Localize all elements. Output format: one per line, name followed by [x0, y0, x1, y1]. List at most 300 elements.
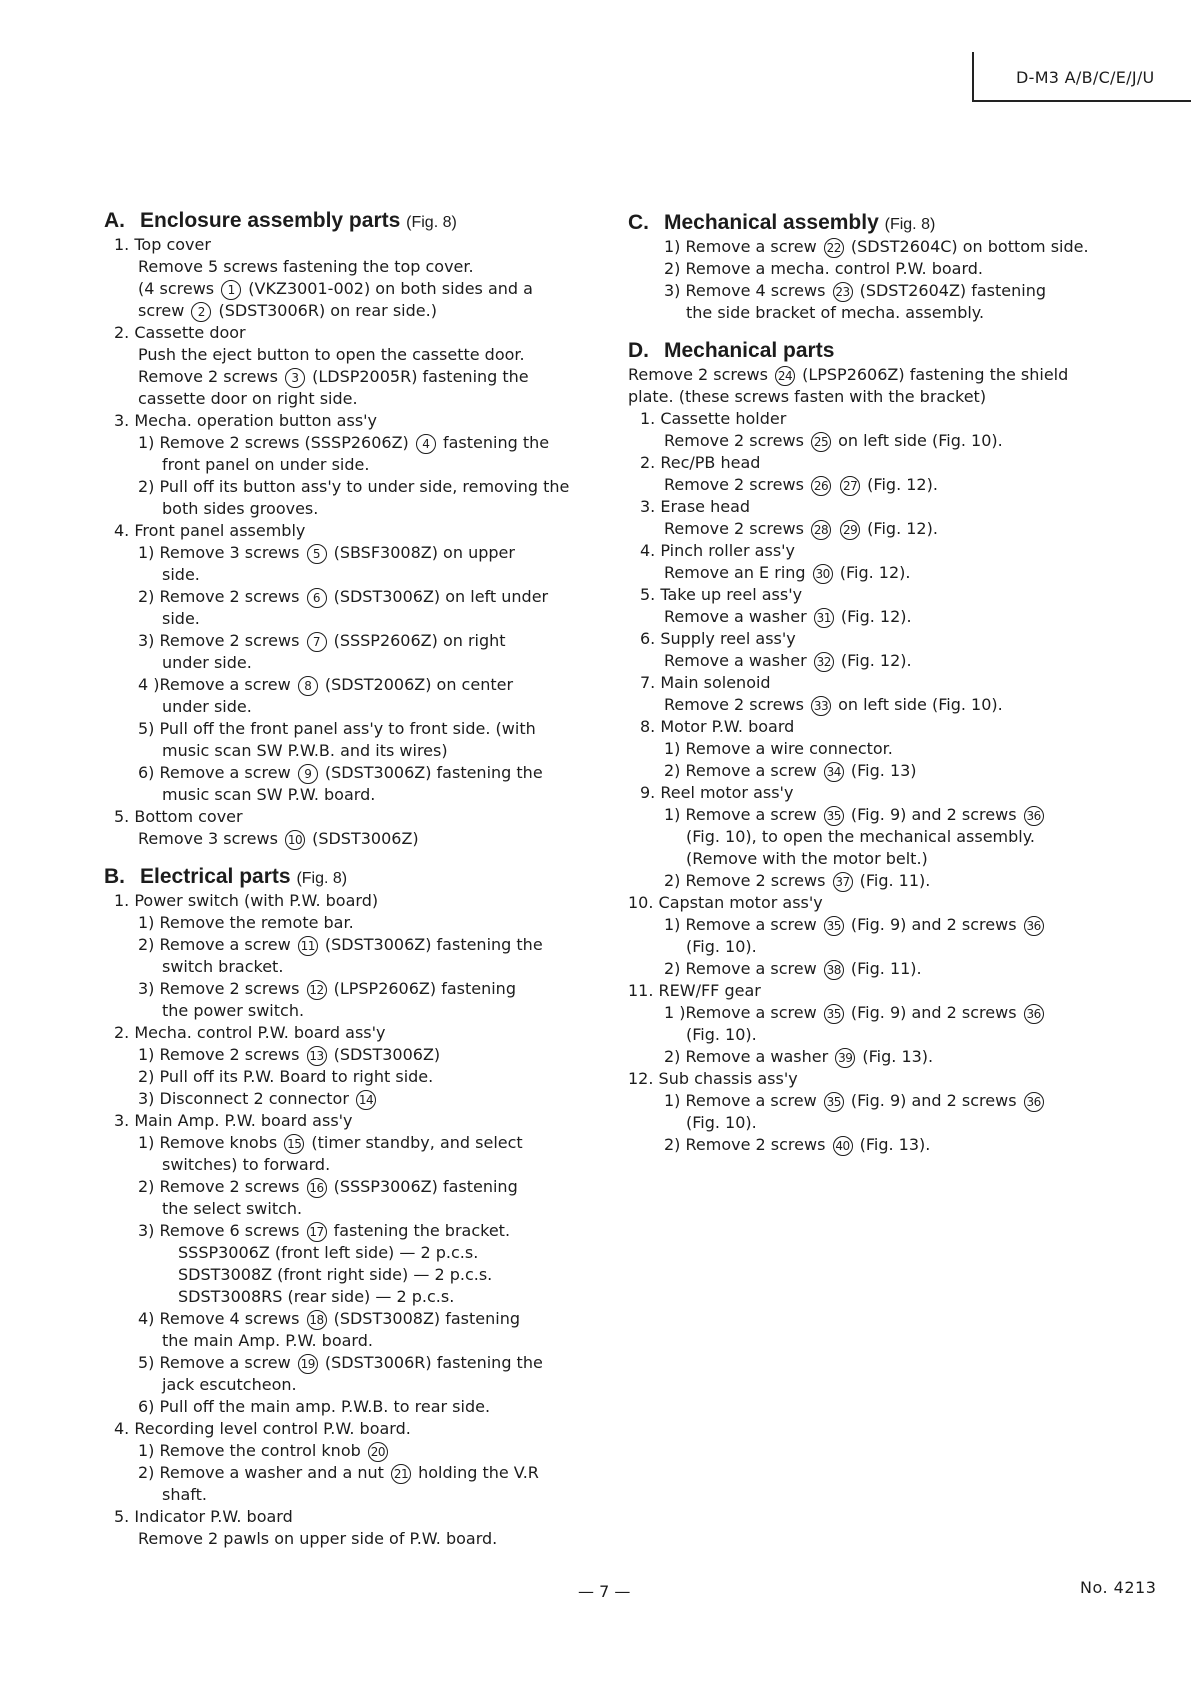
- instruction-line: [104, 410, 582, 432]
- line-text: 1. Power switch (with P.W. board): [114, 891, 379, 910]
- line-text: 7. Main solenoid: [640, 673, 771, 692]
- instruction-line: [104, 388, 582, 410]
- line-text: Remove 3 screws: [138, 829, 283, 848]
- line-text: 2. Cassette door: [114, 323, 246, 342]
- left-column: [104, 208, 582, 1550]
- instruction-line: [628, 914, 1114, 936]
- instruction-line: [104, 278, 582, 300]
- line-text: (SSSP3006Z) fastening: [328, 1177, 518, 1196]
- line-text: 1) Remove 2 screws: [138, 1045, 305, 1064]
- line-text: [833, 519, 838, 538]
- line-text: screw: [138, 301, 190, 320]
- instruction-line: [104, 1330, 582, 1352]
- line-text: 1) Remove the control knob: [138, 1441, 366, 1460]
- line-text: (Fig. 11).: [854, 871, 931, 890]
- instruction-line: [104, 1044, 582, 1066]
- part-callout-number: 16: [307, 1178, 327, 1198]
- instruction-line: [628, 1046, 1114, 1068]
- part-callout-number: 40: [833, 1136, 853, 1156]
- line-text: [833, 475, 838, 494]
- instruction-line: [628, 716, 1114, 738]
- line-text: (Fig. 10).: [686, 937, 757, 956]
- part-callout-number: 9: [298, 764, 318, 784]
- instruction-line: [104, 912, 582, 934]
- instruction-line: [628, 1090, 1114, 1112]
- instruction-line: [104, 1484, 582, 1506]
- line-text: 2) Remove a screw: [138, 935, 296, 954]
- instruction-line: [628, 650, 1114, 672]
- line-text: plate. (these screws fasten with the bracket): [628, 387, 987, 406]
- line-text: 5) Pull off the front panel ass'y to front side. (with: [138, 719, 536, 738]
- line-text: (Fig. 9) and 2 screws: [845, 1003, 1022, 1022]
- line-text: (timer standby, and select: [306, 1133, 523, 1152]
- page-number: — 7 —: [578, 1582, 631, 1601]
- line-text: 2) Remove 2 screws: [664, 871, 831, 890]
- instruction-line: [628, 848, 1114, 870]
- instruction-line: [104, 1352, 582, 1374]
- line-text: Remove 2 screws: [664, 519, 809, 538]
- instruction-line: [628, 280, 1114, 302]
- instruction-line: [104, 1264, 582, 1286]
- line-text: both sides grooves.: [162, 499, 319, 518]
- part-callout-number: 7: [307, 632, 327, 652]
- part-callout-number: 32: [814, 652, 834, 672]
- instruction-line: [104, 740, 582, 762]
- instruction-line: [104, 234, 582, 256]
- instruction-line: [104, 586, 582, 608]
- line-text: 3) Disconnect 2 connector: [138, 1089, 354, 1108]
- instruction-line: [628, 1134, 1114, 1156]
- line-text: 2) Remove a screw: [664, 959, 822, 978]
- section-letter: D.: [628, 339, 649, 362]
- instruction-line: [628, 870, 1114, 892]
- instruction-line: [104, 344, 582, 366]
- instruction-line: [104, 1154, 582, 1176]
- line-text: 6. Supply reel ass'y: [640, 629, 796, 648]
- instruction-line: [104, 1440, 582, 1462]
- instruction-line: [104, 1198, 582, 1220]
- instruction-line: [104, 890, 582, 912]
- instruction-line: [628, 892, 1114, 914]
- instruction-line: [104, 432, 582, 454]
- instruction-line: [104, 300, 582, 322]
- line-text: Remove 2 screws: [664, 431, 809, 450]
- line-text: (Fig. 13).: [857, 1047, 934, 1066]
- section-title: Electrical parts: [140, 865, 291, 888]
- instruction-line: [628, 1024, 1114, 1046]
- part-callout-number: 5: [307, 544, 327, 564]
- instruction-line: [628, 386, 1114, 408]
- line-text: (SDST3006Z) fastening the: [319, 763, 543, 782]
- line-text: the main Amp. P.W. board.: [162, 1331, 373, 1350]
- line-text: 11. REW/FF gear: [628, 981, 761, 1000]
- instruction-line: [628, 606, 1114, 628]
- line-text: (Fig. 9) and 2 screws: [845, 915, 1022, 934]
- line-text: on left side (Fig. 10).: [833, 431, 1003, 450]
- section-letter: C.: [628, 211, 649, 234]
- line-text: Remove 2 screws: [664, 695, 809, 714]
- line-text: 1) Remove the remote bar.: [138, 913, 354, 932]
- line-text: (Remove with the motor belt.): [686, 849, 928, 868]
- instruction-line: [104, 674, 582, 696]
- part-callout-number: 21: [391, 1464, 411, 1484]
- part-callout-number: 36: [1024, 806, 1044, 826]
- instruction-line: [628, 258, 1114, 280]
- instruction-line: [628, 804, 1114, 826]
- instruction-line: [628, 496, 1114, 518]
- line-text: holding the V.R: [413, 1463, 539, 1482]
- line-text: (VKZ3001-002) on both sides and a: [243, 279, 533, 298]
- part-callout-number: 30: [813, 564, 833, 584]
- part-callout-number: 2: [191, 302, 211, 322]
- part-callout-number: 31: [814, 608, 834, 628]
- instruction-line: [104, 1462, 582, 1484]
- instruction-line: [104, 1066, 582, 1088]
- part-callout-number: 20: [368, 1442, 388, 1462]
- part-callout-number: 12: [307, 980, 327, 1000]
- line-text: cassette door on right side.: [138, 389, 358, 408]
- line-text: fastening the bracket.: [328, 1221, 511, 1240]
- line-text: 10. Capstan motor ass'y: [628, 893, 823, 912]
- line-text: 1. Top cover: [114, 235, 211, 254]
- part-callout-number: 19: [298, 1354, 318, 1374]
- instruction-line: [104, 934, 582, 956]
- line-text: 2. Rec/PB head: [640, 453, 761, 472]
- instruction-line: [104, 1374, 582, 1396]
- line-text: 5. Indicator P.W. board: [114, 1507, 293, 1526]
- line-text: 2) Remove a washer and a nut: [138, 1463, 390, 1482]
- document-number: No. 4213: [1080, 1578, 1157, 1597]
- line-text: 5. Bottom cover: [114, 807, 243, 826]
- instruction-line: [104, 630, 582, 652]
- instruction-line: [104, 1396, 582, 1418]
- part-callout-number: 28: [811, 520, 831, 540]
- line-text: side.: [162, 609, 200, 628]
- line-text: (Fig. 13).: [854, 1135, 931, 1154]
- line-text: 2) Remove 2 screws: [138, 587, 305, 606]
- instruction-line: [104, 542, 582, 564]
- line-text: SSSP3006Z (front left side) — 2 p.c.s.: [178, 1243, 479, 1262]
- instruction-line: [104, 564, 582, 586]
- part-callout-number: 11: [298, 936, 318, 956]
- instruction-line: [104, 322, 582, 344]
- line-text: Push the eject button to open the cassette door.: [138, 345, 525, 364]
- part-callout-number: 26: [811, 476, 831, 496]
- line-text: (Fig. 10).: [686, 1113, 757, 1132]
- line-text: (Fig. 11).: [845, 959, 922, 978]
- instruction-line: [104, 608, 582, 630]
- part-callout-number: 14: [356, 1090, 376, 1110]
- line-text: 3. Mecha. operation button ass'y: [114, 411, 378, 430]
- instruction-line: [628, 408, 1114, 430]
- line-text: (SDST2604Z) fastening: [854, 281, 1047, 300]
- part-callout-number: 34: [824, 762, 844, 782]
- instruction-line: [628, 694, 1114, 716]
- line-text: switches) to forward.: [162, 1155, 331, 1174]
- line-text: 5) Remove a screw: [138, 1353, 296, 1372]
- line-text: 3. Main Amp. P.W. board ass'y: [114, 1111, 353, 1130]
- instruction-line: [628, 628, 1114, 650]
- line-text: 4 )Remove a screw: [138, 675, 296, 694]
- line-text: 2) Remove 2 screws: [664, 1135, 831, 1154]
- line-text: front panel on under side.: [162, 455, 370, 474]
- instruction-line: [104, 498, 582, 520]
- line-text: (SDST3006R) fastening the: [319, 1353, 543, 1372]
- instruction-line: [104, 1176, 582, 1198]
- instruction-line: [104, 806, 582, 828]
- part-callout-number: 6: [307, 588, 327, 608]
- instruction-line: [104, 1242, 582, 1264]
- instruction-line: [104, 520, 582, 542]
- part-callout-number: 3: [285, 368, 305, 388]
- line-text: 12. Sub chassis ass'y: [628, 1069, 798, 1088]
- instruction-line: [104, 1088, 582, 1110]
- line-text: 1) Remove knobs: [138, 1133, 283, 1152]
- instruction-line: [104, 1308, 582, 1330]
- part-callout-number: 35: [824, 916, 844, 936]
- part-callout-number: 10: [285, 830, 305, 850]
- line-text: 2) Remove a mecha. control P.W. board.: [664, 259, 983, 278]
- line-text: music scan SW P.W.B. and its wires): [162, 741, 448, 760]
- line-text: (4 screws: [138, 279, 220, 298]
- line-text: 1) Remove a screw: [664, 805, 822, 824]
- model-number: D-M3 A/B/C/E/J/U: [1016, 68, 1155, 87]
- part-callout-number: 8: [298, 676, 318, 696]
- instruction-line: [628, 672, 1114, 694]
- instruction-line: [104, 1286, 582, 1308]
- part-callout-number: 36: [1024, 916, 1044, 936]
- line-text: (Fig. 10).: [686, 1025, 757, 1044]
- line-text: SDST3008RS (rear side) — 2 p.c.s.: [178, 1287, 455, 1306]
- line-text: (SDST2006Z) on center: [319, 675, 514, 694]
- line-text: music scan SW P.W. board.: [162, 785, 376, 804]
- line-text: 6) Remove a screw: [138, 763, 296, 782]
- section-figure-ref: (Fig. 8): [406, 214, 457, 231]
- section-figure-ref: (Fig. 8): [296, 870, 348, 887]
- line-text: Remove 2 screws: [138, 367, 283, 386]
- part-callout-number: 37: [833, 872, 853, 892]
- line-text: Remove an E ring: [664, 563, 811, 582]
- instruction-line: [628, 430, 1114, 452]
- line-text: Remove 2 screws: [664, 475, 809, 494]
- line-text: 4) Remove 4 screws: [138, 1309, 305, 1328]
- part-callout-number: 35: [824, 1004, 844, 1024]
- part-callout-number: 35: [824, 1092, 844, 1112]
- instruction-line: [628, 936, 1114, 958]
- instruction-line: [628, 1112, 1114, 1134]
- instruction-line: [104, 454, 582, 476]
- instruction-line: [628, 540, 1114, 562]
- part-callout-number: 17: [307, 1222, 327, 1242]
- instruction-line: [628, 452, 1114, 474]
- line-text: (Fig. 12).: [835, 607, 912, 626]
- line-text: 8. Motor P.W. board: [640, 717, 795, 736]
- line-text: 2) Remove 2 screws: [138, 1177, 305, 1196]
- line-text: 1) Remove 3 screws: [138, 543, 305, 562]
- part-callout-number: 39: [835, 1048, 855, 1068]
- line-text: 1) Remove a screw: [664, 237, 822, 256]
- part-callout-number: 35: [824, 806, 844, 826]
- line-text: 3) Remove 2 screws: [138, 979, 305, 998]
- line-text: 3. Erase head: [640, 497, 751, 516]
- instruction-line: [628, 958, 1114, 980]
- line-text: (LDSP2005R) fastening the: [307, 367, 529, 386]
- line-text: 2. Mecha. control P.W. board ass'y: [114, 1023, 386, 1042]
- line-text: (Fig. 10), to open the mechanical assembly.: [686, 827, 1036, 846]
- instruction-line: [104, 784, 582, 806]
- instruction-line: [104, 1528, 582, 1550]
- line-text: (SDST3006Z) on left under: [328, 587, 549, 606]
- part-callout-number: 25: [811, 432, 831, 452]
- line-text: 3) Remove 6 screws: [138, 1221, 305, 1240]
- line-text: 1) Remove a screw: [664, 915, 822, 934]
- instruction-line: [104, 1110, 582, 1132]
- line-text: (Fig. 12).: [862, 475, 938, 494]
- instruction-line: [628, 562, 1114, 584]
- part-callout-number: 36: [1024, 1004, 1044, 1024]
- line-text: 2) Pull off its button ass'y to under side, removing the: [138, 477, 570, 496]
- instruction-line: [104, 1132, 582, 1154]
- instruction-line: [104, 1418, 582, 1440]
- part-callout-number: 13: [307, 1046, 327, 1066]
- instruction-line: [104, 978, 582, 1000]
- line-text: (SDST3008Z) fastening: [328, 1309, 521, 1328]
- section-heading: [628, 210, 1114, 236]
- right-column: [628, 210, 1114, 1156]
- line-text: 4. Pinch roller ass'y: [640, 541, 796, 560]
- line-text: (Fig. 9) and 2 screws: [845, 805, 1022, 824]
- instruction-line: [628, 738, 1114, 760]
- section-heading: [104, 208, 582, 234]
- part-callout-number: 24: [775, 366, 795, 386]
- part-callout-number: 33: [811, 696, 831, 716]
- instruction-line: [628, 1068, 1114, 1090]
- section-heading: [104, 864, 582, 890]
- line-text: 2) Pull off its P.W. Board to right side.: [138, 1067, 434, 1086]
- part-callout-number: 36: [1024, 1092, 1044, 1112]
- instruction-line: [104, 256, 582, 278]
- section-heading: [628, 338, 1114, 364]
- instruction-line: [628, 236, 1114, 258]
- line-text: (Fig. 12).: [834, 563, 911, 582]
- line-text: under side.: [162, 653, 252, 672]
- line-text: SDST3008Z (front right side) — 2 p.c.s.: [178, 1265, 493, 1284]
- instruction-line: [104, 652, 582, 674]
- line-text: Remove 5 screws fastening the top cover.: [138, 257, 474, 276]
- part-callout-number: 38: [824, 960, 844, 980]
- instruction-line: [628, 518, 1114, 540]
- line-text: 1. Cassette holder: [640, 409, 787, 428]
- section-letter: B.: [104, 865, 125, 888]
- part-callout-number: 15: [284, 1134, 304, 1154]
- line-text: the power switch.: [162, 1001, 305, 1020]
- line-text: side.: [162, 565, 200, 584]
- line-text: (LPSP2606Z) fastening the shield: [797, 365, 1069, 384]
- line-text: jack escutcheon.: [162, 1375, 297, 1394]
- part-callout-number: 23: [833, 282, 853, 302]
- instruction-line: [104, 762, 582, 784]
- line-text: 4. Recording level control P.W. board.: [114, 1419, 411, 1438]
- instruction-line: [628, 474, 1114, 496]
- instruction-line: [628, 760, 1114, 782]
- line-text: 2) Remove a screw: [664, 761, 822, 780]
- instruction-line: [104, 696, 582, 718]
- line-text: (SDST3006Z): [307, 829, 419, 848]
- line-text: Remove a washer: [664, 607, 812, 626]
- line-text: (Fig. 12).: [862, 519, 938, 538]
- line-text: (SDST3006R) on rear side.): [213, 301, 437, 320]
- line-text: 1) Remove a screw: [664, 1091, 822, 1110]
- part-callout-number: 27: [840, 476, 860, 496]
- part-callout-number: 29: [840, 520, 860, 540]
- line-text: (Fig. 13): [845, 761, 917, 780]
- line-text: Remove 2 pawls on upper side of P.W. board.: [138, 1529, 498, 1548]
- line-text: 9. Reel motor ass'y: [640, 783, 794, 802]
- line-text: 1 )Remove a screw: [664, 1003, 822, 1022]
- line-text: 3) Remove 2 screws: [138, 631, 305, 650]
- instruction-line: [104, 956, 582, 978]
- section-figure-ref: (Fig. 8): [884, 216, 936, 233]
- line-text: (Fig. 12).: [835, 651, 912, 670]
- line-text: (SBSF3008Z) on upper: [328, 543, 515, 562]
- section-letter: A.: [104, 209, 125, 232]
- line-text: switch bracket.: [162, 957, 284, 976]
- section-title: Mechanical parts: [664, 339, 835, 362]
- line-text: on left side (Fig. 10).: [833, 695, 1003, 714]
- line-text: 1) Remove 2 screws (SSSP2606Z): [138, 433, 414, 452]
- line-text: the side bracket of mecha. assembly.: [686, 303, 985, 322]
- line-text: 3) Remove 4 screws: [664, 281, 831, 300]
- line-text: (SDST3006Z): [328, 1045, 441, 1064]
- line-text: Remove a washer: [664, 651, 812, 670]
- line-text: 1) Remove a wire connector.: [664, 739, 893, 758]
- instruction-line: [628, 826, 1114, 848]
- line-text: (SSSP2606Z) on right: [328, 631, 506, 650]
- instruction-line: [104, 1022, 582, 1044]
- part-callout-number: 4: [416, 434, 436, 454]
- part-callout-number: 22: [824, 238, 844, 258]
- section-title: Enclosure assembly parts: [140, 209, 401, 232]
- instruction-line: [104, 1506, 582, 1528]
- line-text: (Fig. 9) and 2 screws: [845, 1091, 1022, 1110]
- part-callout-number: 18: [307, 1310, 327, 1330]
- instruction-line: [104, 828, 582, 850]
- instruction-line: [628, 1002, 1114, 1024]
- part-callout-number: 1: [221, 280, 241, 300]
- instruction-line: [628, 364, 1114, 386]
- instruction-line: [104, 366, 582, 388]
- section-title: Mechanical assembly: [664, 211, 879, 234]
- line-text: Remove 2 screws: [628, 365, 773, 384]
- line-text: (LPSP2606Z) fastening: [328, 979, 516, 998]
- line-text: (SDST2604C) on bottom side.: [845, 237, 1089, 256]
- instruction-line: [628, 584, 1114, 606]
- instruction-line: [628, 980, 1114, 1002]
- instruction-line: [104, 1000, 582, 1022]
- instruction-line: [104, 718, 582, 740]
- line-text: shaft.: [162, 1485, 207, 1504]
- instruction-line: [628, 302, 1114, 324]
- line-text: 4. Front panel assembly: [114, 521, 306, 540]
- line-text: fastening the: [437, 433, 550, 452]
- instruction-line: [104, 476, 582, 498]
- instruction-line: [628, 782, 1114, 804]
- line-text: 5. Take up reel ass'y: [640, 585, 803, 604]
- line-text: 6) Pull off the main amp. P.W.B. to rear side.: [138, 1397, 491, 1416]
- line-text: under side.: [162, 697, 252, 716]
- line-text: the select switch.: [162, 1199, 303, 1218]
- line-text: (SDST3006Z) fastening the: [319, 935, 543, 954]
